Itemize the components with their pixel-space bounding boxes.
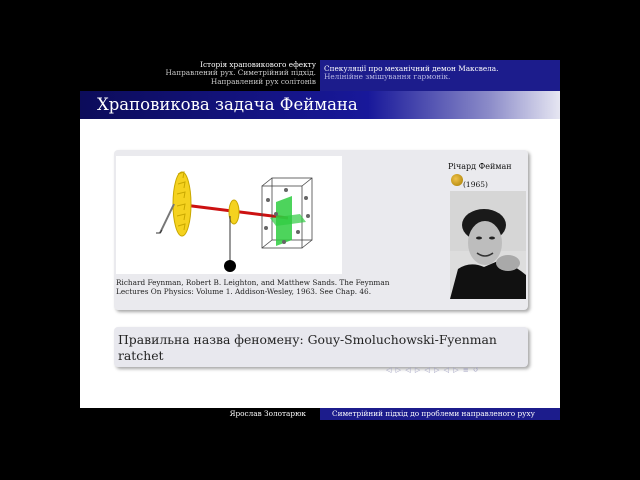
topic-line-1[interactable]: Спекуляції про механічний демон Максвела. [324,64,499,73]
topic-line-2[interactable]: Нелінійне змішування гармонік. [324,72,451,82]
phenomenon-name-text: Правильна назва феномену: Gouy-Smoluchowski-Fyenman ratchet [118,332,497,363]
section-line-2[interactable]: Направлений рух. Симетрійний підхід. [165,68,316,78]
statement-block [114,327,528,367]
feynman-portrait [450,191,526,299]
section-line-1[interactable]: Історія храповикового ефекту [200,60,316,69]
section-navigation[interactable] [80,60,320,91]
figure-block [114,150,528,310]
frame-title-bar [80,91,560,119]
footer-talk-title: Симетрійний підхід до проблеми направленого руху [320,408,560,420]
section-line-3[interactable]: Направлений рух солітонів [210,76,316,86]
vane-icon [270,196,306,246]
pawl-icon [156,204,174,233]
portrait-name: Річард Фейман [448,162,512,171]
nobel-medal-icon [451,174,463,186]
figure-caption: Richard Feynman, Robert B. Leighton, and Matthew Sands. The Feynman Lectures On Physics: Volume 1. Addison-Wesley, 1963. See Chap. 46. [116,278,390,297]
beamer-navigation-icons[interactable]: ◁ ▷ ◁ ▷ ◁ ▷ ◁ ▷ ≡ ↺ [386,366,480,374]
footer-author: Ярослав Золотарюк [80,408,320,420]
ratchet-gear-icon [173,172,191,236]
subsection-navigation[interactable] [320,60,560,91]
ratchet-diagram [116,156,342,274]
slide-title: Храповикова задача Феймана [97,95,358,114]
slide [80,60,560,420]
weight-icon [224,260,236,272]
portrait-year: (1965) [463,180,488,189]
